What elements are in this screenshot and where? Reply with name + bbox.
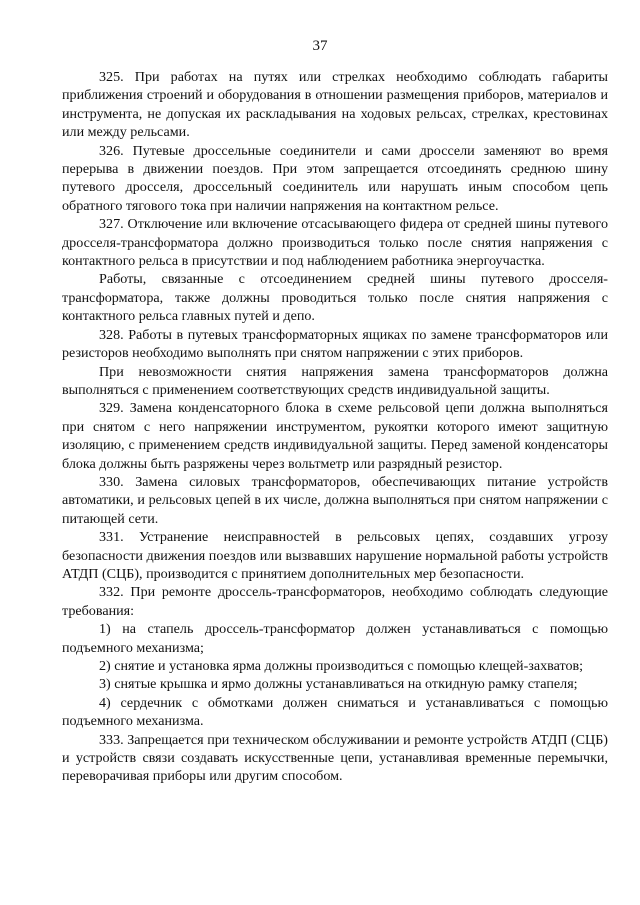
paragraph-327: 327. Отключение или включение отсасывающего фидера от средней шины путевого дросселя-трансформатора должно производиться только после снятия напряжения с контактного рельса в присутствии и под наблюдением работника энергоучастка. (62, 216, 608, 270)
paragraph-329: 329. Замена конденсаторного блока в схеме рельсовой цепи должна выполняться при снятом с него напряжении инструментом, рукоятки которого имеют защитную изоляцию, с применением средств индивидуальной защиты. Перед заменой конденсаторы блока должны быть разряжены через вольтметр или разрядный резистор. (62, 400, 608, 472)
paragraph-325: 325. При работах на путях или стрелках необходимо соблюдать габариты приближения строений и оборудования в отношении размещения приборов, материалов и инструмента, не допуская их раскладывания на ходовых рельсах, стрелках, крестовинах или между рельсами. (62, 69, 608, 141)
list-item-332-3: 3) снятые крышка и ярмо должны устанавливаться на откидную рамку стапеля; (99, 676, 578, 693)
document-body (62, 68, 608, 786)
list-item-332-2: 2) снятие и установка ярма должны производиться с помощью клещей-захватов; (99, 658, 584, 674)
paragraph-332: 332. При ремонте дроссель-трансформаторов, необходимо соблюдать следующие требования: (62, 584, 608, 619)
list-item-332-4: 4) сердечник с обмотками должен сниматься и устанавливаться с помощью подъемного механизма. (62, 694, 608, 730)
paragraph-333: 333. Запрещается при техническом обслуживании и ремонте устройств АТДП (СЦБ) и устройств связи создавать искусственные цепи, устанавливая временные перемычки, переворачивая приборы или другим способом. (62, 731, 608, 785)
paragraph-330: 330. Замена силовых трансформаторов, обеспечивающих питание устройств автоматики, и рельсовых цепей в их числе, должна выполняться при снятом напряжении с питающей сети. (62, 473, 608, 527)
page-number: 37 (312, 38, 328, 54)
paragraph-331: 331. Устранение неисправностей в рельсовых цепях, создавших угрозу безопасности движения поездов или вызвавших нарушение нормальной работы устройств АТДП (СЦБ), производится с принятием дополнительных мер безопасности. (62, 529, 608, 582)
paragraph-328-continuation: При невозможности снятия напряжения замена трансформаторов должна выполняться с применением соответствующих средств индивидуальной защиты. (62, 363, 608, 398)
paragraph-327-continuation: Работы, связанные с отсоединением средней шины путевого дросселя-трансформатора, также должны проводиться только после снятия напряжения с контактного рельса главных путей и депо. (62, 271, 608, 325)
paragraph-328: 328. Работы в путевых трансформаторных ящиках по замене трансформаторов или резисторов необходимо выполнять при снятом напряжении с этих приборов. (62, 326, 608, 362)
paragraph-326: 326. Путевые дроссельные соединители и сами дроссели заменяют во время перерыва в движении поездов. При этом запрещается отсоединять среднюю шину путевого дросселя, дроссельный соединитель или нарушать иным способом цепь обратного тягового тока при наличии напряжения на контактном рельсе. (62, 142, 608, 214)
list-item-332-1: 1) на стапель дроссель-трансформатор должен устанавливаться с помощью подъемного механизма; (62, 621, 608, 656)
